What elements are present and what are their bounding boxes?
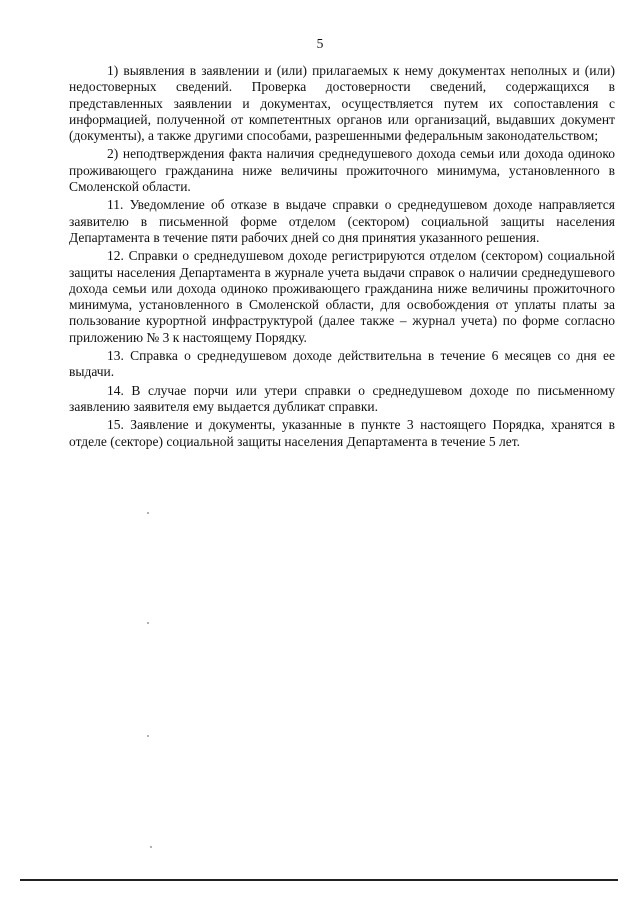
paragraph-11: 11. Уведомление об отказе в выдаче справки о среднедушевом доходе направляется заявителю в письменной форме отделом (сектором) социальной защиты населения Департамента в течение пяти рабочих дней со дня принятия указанного решения. bbox=[69, 197, 615, 245]
bottom-rule bbox=[20, 879, 618, 881]
scan-speck bbox=[150, 846, 152, 848]
paragraph-item-1: 1) выявления в заявлении и (или) прилагаемых к нему документах неполных и (или) недостоверных сведений. Проверка достоверности сведений, содержащихся в представленных заявлении и документах, осуществляется путем их сопоставления с информацией, полученной от компетентных органов или организаций, выдавших документ (документы), а также другими способами, разрешенными федеральным законодательством; bbox=[69, 63, 615, 144]
scan-speck bbox=[147, 622, 149, 624]
paragraph-item-2: 2) неподтверждения факта наличия среднедушевого дохода семьи или дохода одиноко проживающего гражданина ниже величины прожиточного минимума, установленного в Смоленской области. bbox=[69, 146, 615, 195]
page-number: 5 bbox=[316, 36, 324, 51]
scan-speck bbox=[147, 735, 149, 737]
paragraph-14: 14. В случае порчи или утери справки о среднедушевом доходе по письменному заявлению заявителя ему выдается дубликат справки. bbox=[69, 382, 615, 414]
paragraph-12: 12. Справки о среднедушевом доходе регистрируются отделом (сектором) социальной защиты населения Департамента в журнале учета выдачи справок о наличии среднедушевого дохода семьи или дохода одиноко проживающего гражданина ниже величины прожиточного минимума, установленного в Смоленской области, для освобождения от уплаты платы за пользование курортной инфраструктурой (далее также – журнал учета) по форме согласно приложению № 3 к настоящему Порядку. bbox=[69, 248, 615, 345]
scan-speck bbox=[147, 512, 149, 514]
document-body bbox=[69, 63, 615, 452]
paragraph-13: 13. Справка о среднедушевом доходе действительна в течение 6 месяцев со дня ее выдачи. bbox=[69, 348, 615, 380]
paragraph-15: 15. Заявление и документы, указанные в пункте 3 настоящего Порядка, хранятся в отделе (секторе) социальной защиты населения Департамента в течение 5 лет. bbox=[69, 417, 615, 449]
